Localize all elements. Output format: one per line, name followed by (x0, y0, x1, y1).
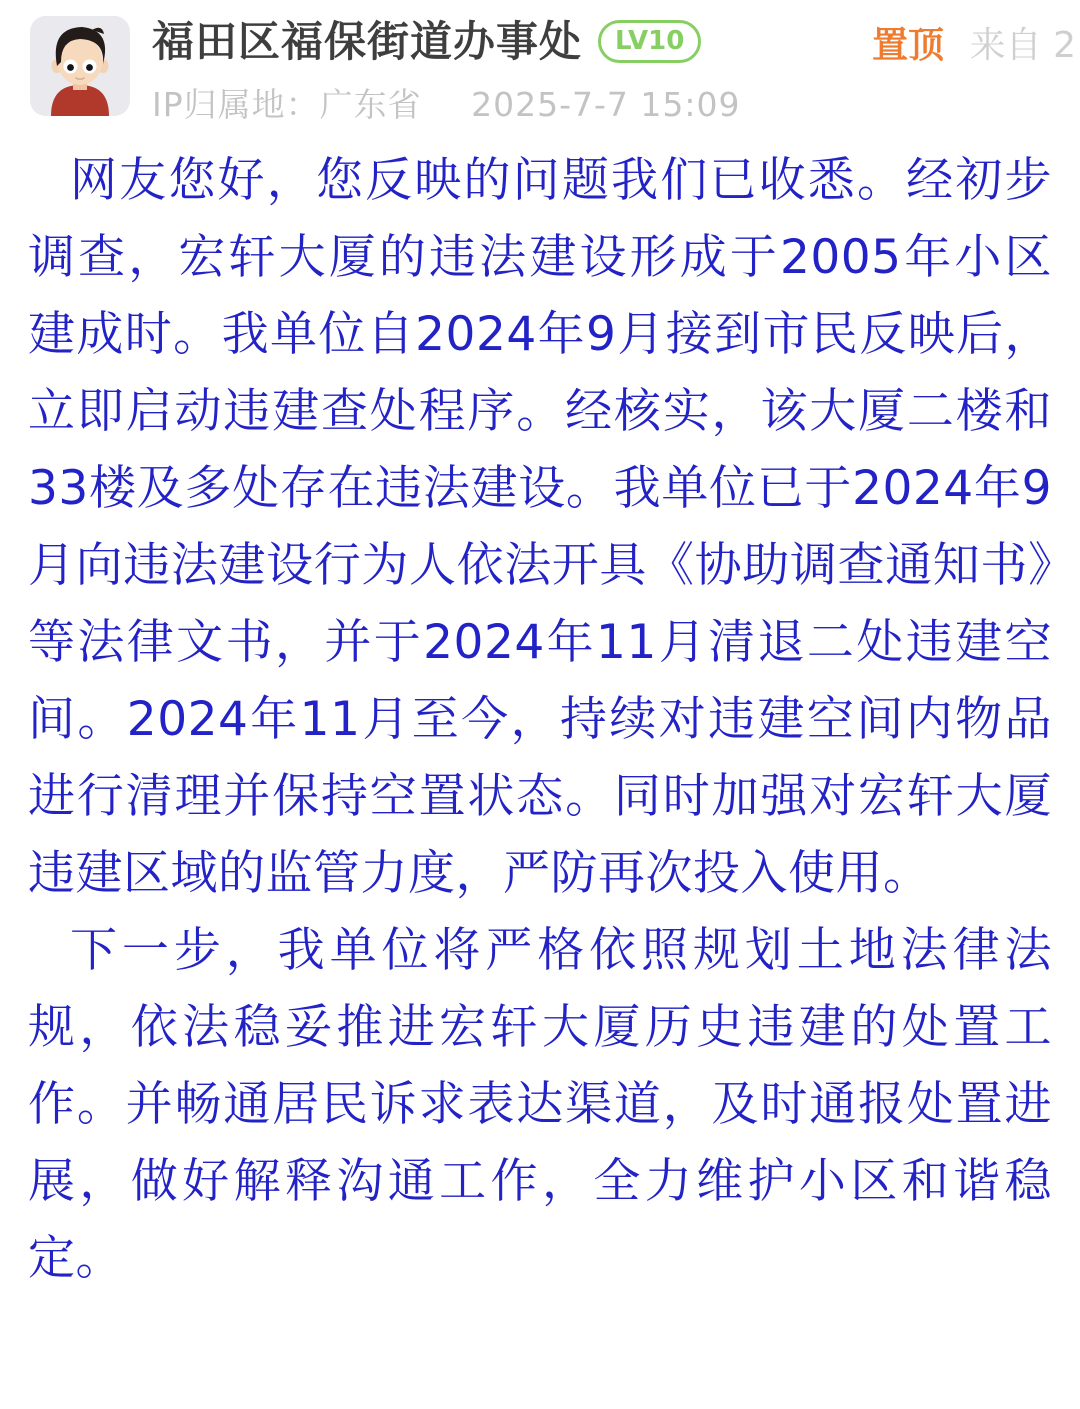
name-row (152, 16, 741, 66)
header-info (152, 16, 741, 126)
post-header (0, 0, 1080, 130)
timestamp: 2025-7-7 15:09 (471, 85, 741, 124)
avatar[interactable] (30, 16, 130, 116)
avatar-image (30, 16, 130, 116)
from-floor-label: 来自 2 (969, 25, 1076, 66)
username[interactable]: 福田区福保街道办事处 (152, 16, 583, 66)
corner-labels (872, 25, 1076, 66)
level-badge: LV10 (598, 20, 701, 63)
ip-location: IP归属地：广东省 (152, 85, 422, 124)
meta-row (152, 79, 741, 126)
pinned-badge: 置顶 (872, 25, 945, 66)
post-body (0, 130, 1080, 1297)
post-paragraph: 网友您好，您反映的问题我们已收悉。经初步调查，宏轩大厦的违法建设形成于2005年小区建成时。我单位自2024年9月接到市民反映后，立即启动违建查处程序。经核实，该大厦二楼和33楼及多处存在违法建设。我单位已于2024年9月向违法建设行为人依法开具《协助调查通知书》等法律文书，并于2024年11月清退二处违建空间。2024年11月至今，持续对违建空间内物品进行清理并保持空置状态。同时加强对宏轩大厦违建区域的监管力度，严防再次投入使用。 (28, 153, 1052, 901)
post-paragraph: 下一步，我单位将严格依照规划土地法律法规，依法稳妥推进宏轩大厦历史违建的处置工作。并畅通居民诉求表达渠道，及时通报处置进展，做好解释沟通工作，全力维护小区和谐稳定。 (28, 923, 1052, 1286)
